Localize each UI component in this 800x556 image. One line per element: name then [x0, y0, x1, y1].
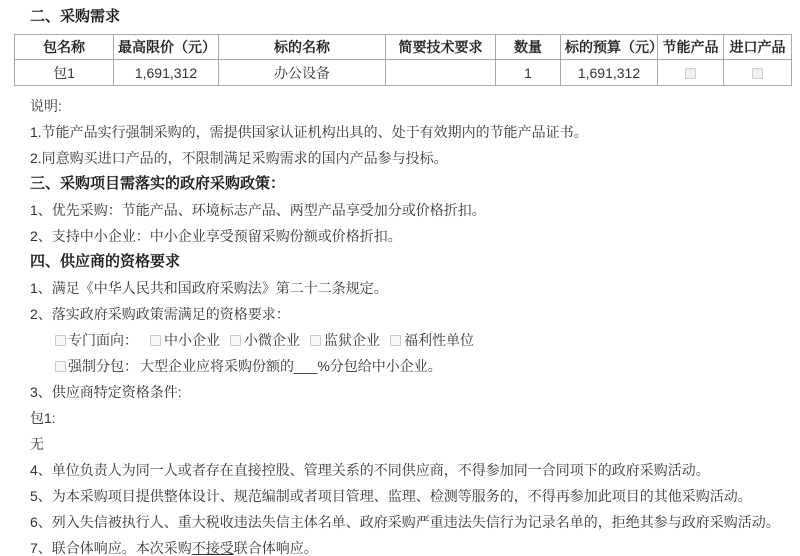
col-header-tech-requirements: 简要技术要求 [386, 35, 496, 60]
cell-max-price: 1,691,312 [114, 60, 219, 86]
item7-underlined: 不接受 [191, 540, 234, 556]
option-smes [150, 332, 220, 348]
section4-item-7 [30, 540, 800, 556]
col-header-package-name: 包名称 [15, 35, 114, 60]
col-header-quantity: 数量 [496, 35, 561, 60]
energy-saving-checkbox[interactable] [685, 68, 696, 79]
section4-item-6: 6、列入失信被执行人、重大税收违法失信主体名单、政府采购严重违法失信行为记录名单的，拒绝其参与政府采购活动。 [30, 514, 780, 530]
welfare-checkbox[interactable] [390, 335, 401, 346]
subcontract-group [55, 358, 138, 374]
dedicated-label: 专门面向： [68, 332, 138, 348]
option-welfare [390, 332, 474, 348]
dedicated-group [55, 332, 138, 348]
table-row [15, 60, 792, 86]
cell-imported [724, 60, 792, 86]
section2-title: 二、采购需求 [30, 8, 121, 25]
section3-title: 三、采购项目需落实的政府采购政策： [30, 175, 286, 192]
smes-checkbox[interactable] [150, 335, 161, 346]
option-prison [310, 332, 380, 348]
welfare-label: 福利性单位 [404, 332, 474, 348]
dedicated-checkbox[interactable] [55, 335, 66, 346]
imported-product-checkbox[interactable] [752, 68, 763, 79]
cell-tech-requirements [386, 60, 496, 86]
table-header-row [15, 35, 792, 60]
cell-subject-name: 办公设备 [219, 60, 386, 86]
cell-budget: 1,691,312 [561, 60, 658, 86]
cell-quantity: 1 [496, 60, 561, 86]
note-line-1: 1.节能产品实行强制采购的，需提供国家认证机构出具的、处于有效期内的节能产品证书。 [30, 124, 588, 140]
note-line-2: 2.同意购买进口产品的，不限制满足采购需求的国内产品参与投标。 [30, 150, 448, 166]
col-header-energy-saving: 节能产品 [658, 35, 724, 60]
item7-suffix: 联合体响应。 [233, 540, 318, 556]
section4-title: 四、供应商的资格要求 [30, 253, 181, 270]
option-micro [230, 332, 300, 348]
subcontract-label: 强制分包： [68, 358, 138, 374]
micro-label: 小微企业 [244, 332, 300, 348]
col-header-budget: 标的预算（元） [561, 35, 658, 60]
package-label: 包1: [30, 410, 56, 426]
package-value: 无 [30, 436, 44, 452]
notes-label: 说明: [30, 98, 62, 114]
prison-label: 监狱企业 [324, 332, 380, 348]
dedicated-checkbox-row [55, 332, 800, 348]
subcontract-checkbox[interactable] [55, 361, 66, 372]
subcontract-checkbox-row [55, 358, 800, 374]
col-header-max-price: 最高限价（元） [114, 35, 219, 60]
section4-item-1: 1、满足《中华人民共和国政府采购法》第二十二条规定。 [30, 280, 388, 296]
section4-item-3: 3、供应商特定资格条件: [30, 384, 182, 400]
micro-checkbox[interactable] [230, 335, 241, 346]
item7-prefix: 7、联合体响应。本次采购 [30, 540, 192, 556]
col-header-subject-name: 标的名称 [219, 35, 386, 60]
cell-energy-saving [658, 60, 724, 86]
section4-item-5: 5、为本采购项目提供整体设计、规范编制或者项目管理、监理、检测等服务的，不得再参加此项目的其他采购活动。 [30, 488, 752, 504]
procurement-table [14, 34, 792, 86]
section3-item-1: 1、优先采购：节能产品、环境标志产品、两型产品享受加分或价格折扣。 [30, 202, 486, 218]
subcontract-text: 大型企业应将采购份额的___%分包给中小企业。 [140, 358, 442, 374]
prison-checkbox[interactable] [310, 335, 321, 346]
section3-item-2: 2、支持中小企业：中小企业享受预留采购份额或价格折扣。 [30, 228, 402, 244]
section4-item-2: 2、落实政府采购政策需满足的资格要求： [30, 306, 290, 322]
cell-package-name: 包1 [15, 60, 114, 86]
smes-label: 中小企业 [164, 332, 220, 348]
section4-item-4: 4、单位负责人为同一人或者存在直接控股、管理关系的不同供应商，不得参加同一合同项下的政府采购活动。 [30, 462, 710, 478]
col-header-imported: 进口产品 [724, 35, 792, 60]
